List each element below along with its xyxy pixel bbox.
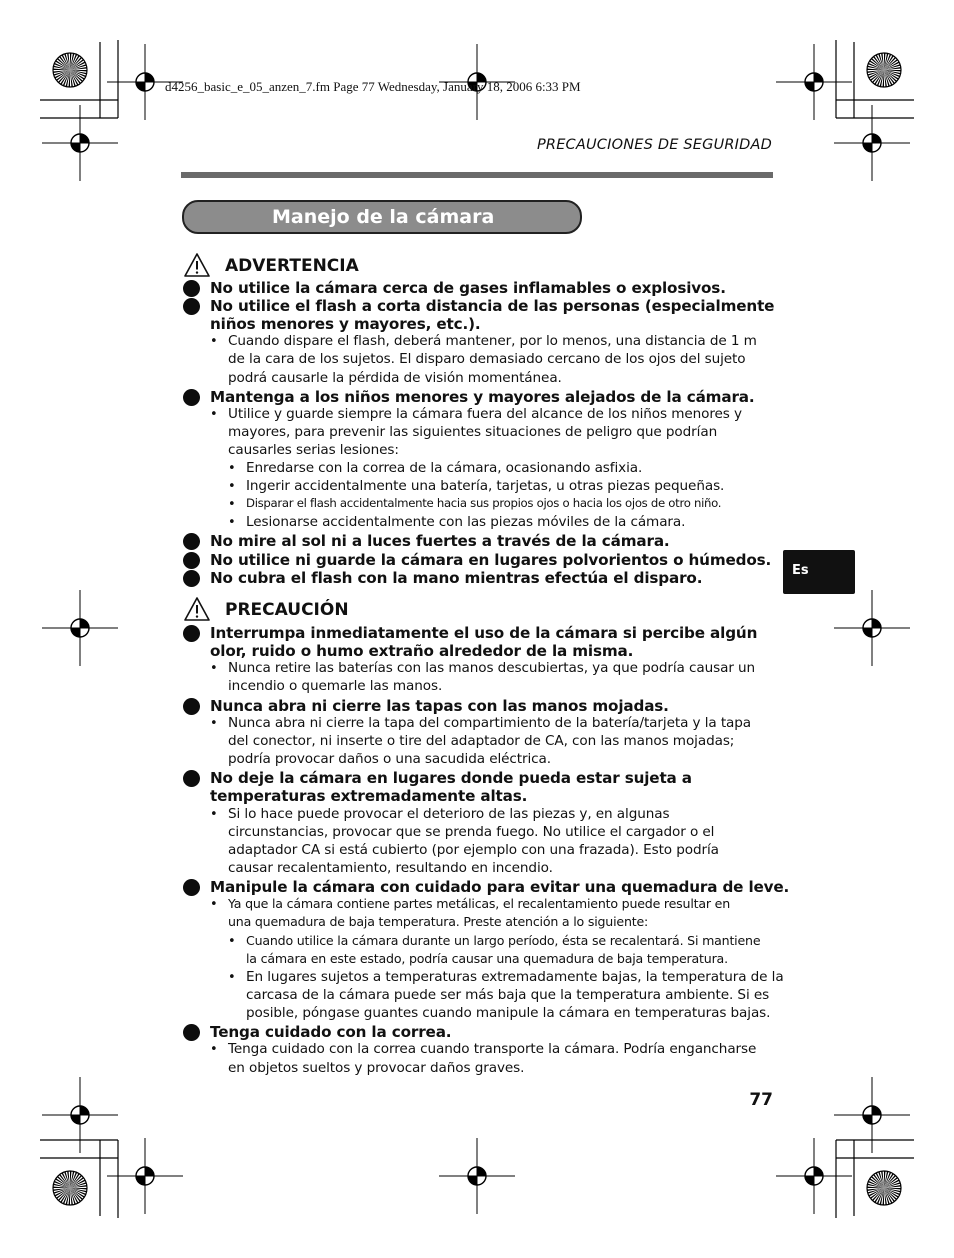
bold-item-line: Interrumpa inmediatamente el uso de la cámara si percibe algún [210, 624, 758, 642]
sub-bullet-marker: • [210, 897, 218, 913]
registration-quadrant [805, 82, 814, 91]
section-title-banner [182, 200, 582, 234]
bold-item-line: No deje la cámara en lugares donde pueda estar sujeta a [210, 769, 692, 788]
registration-quadrant [863, 628, 872, 637]
page-number: 77 [749, 1090, 773, 1110]
bullet-marker [183, 552, 200, 569]
sub-bullet-marker: • [228, 969, 236, 985]
body-text-line: Lesionarse accidentalmente con las piezas móviles de la cámara. [246, 514, 686, 531]
body-text-line: adaptador CA si está cubierto (por ejemplo con una frazada). Esto podría [228, 841, 719, 858]
bullet-marker [183, 879, 200, 896]
header-rule [181, 172, 773, 178]
body-text-line: causar recalentamiento, resultando en incendio. [228, 859, 553, 876]
body-text-line: incendio o quemarle las manos. [228, 678, 443, 695]
registration-quadrant [872, 1106, 881, 1115]
registration-quadrant [872, 619, 881, 628]
body-text-line: Cuando dispare el flash, deberá mantener, por lo menos, una distancia de 1 m [228, 333, 757, 350]
bold-item-line: No utilice ni guarde la cámara en lugares polvorientos o húmedos. [210, 550, 772, 569]
body-text-line: podrá causarle la pérdida de visión momentánea. [228, 369, 562, 386]
running-head: PRECAUCIONES DE SEGURIDAD [536, 137, 772, 153]
body-text-line: carcasa de la cámara puede ser más baja que la temperatura ambiente. Si es [246, 987, 770, 1003]
body-text-line: Si lo hace puede provocar el deterioro de las piezas y, en algunas [228, 805, 670, 822]
registration-quadrant [863, 1115, 872, 1124]
registration-quadrant [477, 1167, 486, 1176]
sub-bullet-marker: • [210, 1042, 218, 1058]
body-text-line: Ingerir accidentalmente una batería, tarjetas, u otras piezas pequeñas. [246, 478, 725, 495]
language-tab-label: Es [792, 563, 809, 578]
warning-triangle-icon [183, 252, 211, 278]
body-text-line: mayores, para prevenir las siguientes situaciones de peligro que podrían [228, 423, 718, 440]
body-text-line: posible, póngase guantes cuando manipule la cámara en temperaturas bajas. [246, 1005, 771, 1022]
registration-quadrant [80, 134, 89, 143]
bullet-marker [183, 698, 200, 715]
registration-quadrant [814, 1167, 823, 1176]
registration-quadrant [805, 1176, 814, 1185]
bold-item-line: niños menores y mayores, etc.). [210, 315, 481, 334]
body-text-line: en objetos sueltos y provocar daños graves. [228, 1059, 525, 1076]
registration-quadrant [468, 1176, 477, 1185]
registration-quadrant [71, 143, 80, 152]
registration-quadrant [71, 1115, 80, 1124]
registration-quadrant [863, 143, 872, 152]
sub-bullet-marker: • [210, 406, 218, 422]
body-text-line: del conector, ni inserte o tire del adaptador de CA, con las manos mojadas; [228, 732, 735, 749]
sub-bullet-marker: • [210, 715, 218, 731]
registration-quadrant [136, 82, 145, 91]
body-text-line: Ya que la cámara contiene partes metálicas, el recalentamiento puede resultar en [228, 896, 730, 912]
bullet-marker [183, 280, 200, 297]
warning-heading: ADVERTENCIA [225, 256, 359, 276]
sub-bullet-marker: • [228, 933, 236, 949]
body-text-line: podría provocar daños o una sacudida eléctrica. [228, 751, 552, 768]
body-text-line: de la cara de los sujetos. El disparo demasiado cercano de los ojos del sujeto [228, 351, 746, 368]
sub-bullet-marker: • [228, 479, 236, 495]
bold-item-line: temperaturas extremadamente altas. [210, 787, 528, 806]
bold-item-line: No mire al sol ni a luces fuertes a través de la cámara. [210, 532, 670, 551]
registration-quadrant [136, 1176, 145, 1185]
registration-quadrant [872, 134, 881, 143]
registration-quadrant [80, 1106, 89, 1115]
caution-heading: PRECAUCIÓN [225, 600, 349, 620]
file-info-slug: d4256_basic_e_05_anzen_7.fm Page 77 Wednesday, January 18, 2006 6:33 PM [165, 79, 581, 94]
sub-bullet-marker: • [210, 661, 218, 677]
sub-bullet-marker: • [210, 806, 218, 822]
registration-quadrant [814, 73, 823, 82]
body-text-line: Utilice y guarde siempre la cámara fuera del alcance de los niños menores y [228, 405, 742, 422]
bullet-marker [183, 570, 200, 587]
registration-quadrant [80, 619, 89, 628]
language-tab [783, 550, 855, 594]
bullet-marker [183, 389, 200, 406]
body-text-line: la cámara en este estado, podría causar una quemadura de baja temperatura. [246, 950, 728, 966]
bold-item-line: olor, ruido o humo extraño alrededor de la misma. [210, 642, 634, 661]
sub-bullet-marker: • [228, 461, 236, 476]
body-text-line: Enredarse con la correa de la cámara, ocasionando asfixia. [246, 460, 643, 476]
body-text-line: Nunca abra ni cierre la tapa del compartimiento de la batería/tarjeta y la tapa [228, 714, 752, 731]
sub-bullet-marker: • [210, 334, 218, 350]
body-text-line: Disparar el flash accidentalmente hacia sus propios ojos o hacia los ojos de otro niño. [246, 496, 722, 511]
body-text-line: En lugares sujetos a temperaturas extremadamente bajas, la temperatura de la [246, 968, 784, 985]
bold-item-line: Manipule la cámara con cuidado para evitar una quemadura de leve. [210, 878, 790, 897]
bold-item-line: Nunca abra ni cierre las tapas con las manos mojadas. [210, 696, 669, 715]
body-text-line: causarles serias lesiones: [228, 441, 399, 458]
bold-item-line: Mantenga a los niños menores y mayores alejados de la cámara. [210, 387, 755, 406]
bold-item-line: Tenga cuidado con la correa. [210, 1023, 452, 1042]
bold-item-line: No utilice la cámara cerca de gases inflamables o explosivos. [210, 279, 726, 297]
sub-bullet-marker: • [228, 515, 236, 531]
body-text-line: Tenga cuidado con la correa cuando transporte la cámara. Podría engancharse [228, 1041, 757, 1058]
section-title: Manejo de la cámara [272, 206, 495, 228]
bullet-marker [183, 298, 200, 315]
sub-bullet-marker: • [228, 497, 236, 513]
registration-quadrant [71, 628, 80, 637]
bold-item-line: No cubra el flash con la mano mientras efectúa el disparo. [210, 568, 703, 587]
caution-triangle-icon [183, 596, 211, 622]
registration-quadrant [145, 1167, 154, 1176]
body-text-line: circunstancias, provocar que se prenda fuego. No utilice el cargador o el [228, 823, 715, 840]
body-text-line: Nunca retire las baterías con las manos descubiertas, ya que podría causar un [228, 660, 756, 677]
body-text-line: una quemadura de baja temperatura. Preste atención a lo siguiente: [228, 914, 649, 930]
bold-item-line: No utilice el flash a corta distancia de las personas (especialmente [210, 297, 775, 316]
body-text-line: Cuando utilice la cámara durante un largo período, ésta se recalentará. Si mantiene [246, 932, 761, 948]
bullet-marker [183, 625, 200, 642]
registration-quadrant [145, 73, 154, 82]
